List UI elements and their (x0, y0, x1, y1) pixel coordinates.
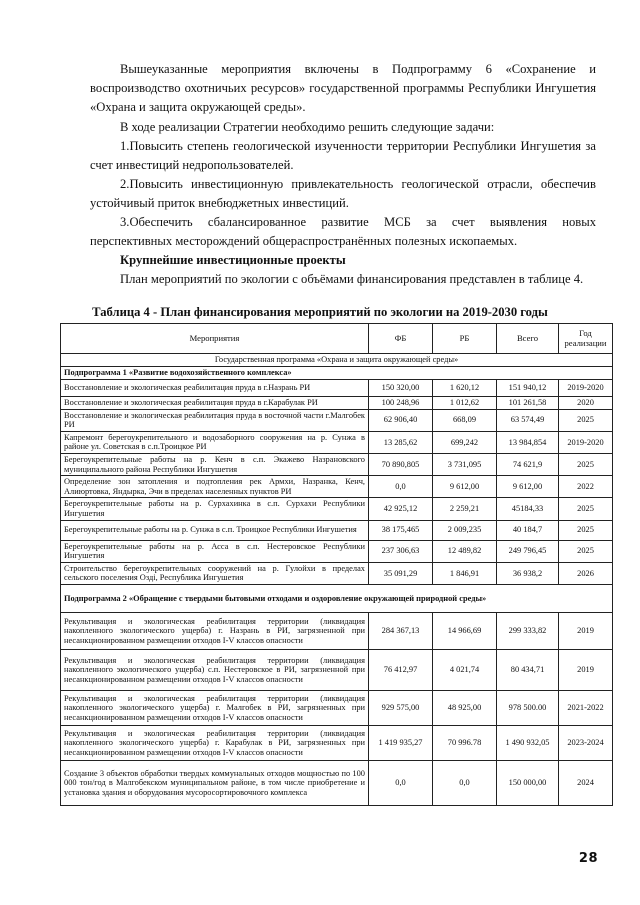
row-fb: 0,0 (369, 476, 433, 498)
row-year: 2026 (559, 562, 613, 584)
subprogram-1-title: Подпрограмма 1 «Развитие водохозяйственного комплекса» (61, 367, 613, 380)
row-fb: 42 925,12 (369, 498, 433, 520)
table-row (61, 760, 613, 805)
row-total: 40 184,7 (497, 520, 559, 540)
row-event: Определение зон затопления и подтопления рек Армхи, Назранка, Кенч, Алиюртовка, Яндырка, Эчи в пределах населенных пунктов РИ (61, 476, 369, 498)
row-event: Восстановление и экологическая реабилитация пруда в восточной части г.Малгобек РИ (61, 409, 369, 431)
row-fb: 62 906,40 (369, 409, 433, 431)
row-total: 249 796,45 (497, 540, 559, 562)
row-rb: 14 966,69 (433, 612, 497, 649)
row-year: 2019-2020 (559, 431, 613, 453)
row-event: Рекультивация и экологическая реабилитация территории (ликвидация накопленного экологического ущерба) г. Малгобек в РИ, загрязненных при несанкционированном размещении отходов I-V классов опасности (61, 690, 369, 725)
row-year: 2025 (559, 498, 613, 520)
row-event: Берегоукрепительные работы на р. Кенч в с.п. Экажево Назрановского муниципального района Республики Ингушетия (61, 453, 369, 475)
header-event: Мероприятия (61, 324, 369, 354)
row-year: 2019 (559, 612, 613, 649)
row-total: 151 940,12 (497, 379, 559, 396)
row-total: 36 938,2 (497, 562, 559, 584)
row-rb: 70 996.78 (433, 725, 497, 760)
row-total: 1 490 932,05 (497, 725, 559, 760)
row-fb: 929 575,00 (369, 690, 433, 725)
paragraph-table-intro: План мероприятий по экологии с объёмами финансирования представлен в таблице 4. (120, 272, 584, 286)
table-row (61, 498, 613, 520)
row-rb: 12 489,82 (433, 540, 497, 562)
row-year: 2025 (559, 540, 613, 562)
subprogram-1-row (61, 367, 613, 380)
table-row (61, 725, 613, 760)
row-event: Восстановление и экологическая реабилитация пруда в г.Назрань РИ (61, 379, 369, 396)
financing-table (60, 323, 613, 806)
row-total: 9 612,00 (497, 476, 559, 498)
row-event: Строительство берегоукрепительных сооружений на р. Гулойхи в пределах сельского поселения Оздi, Республика Ингушетия (61, 562, 369, 584)
row-rb: 1 846,91 (433, 562, 497, 584)
table-row (61, 396, 613, 409)
header-total: Всего (497, 324, 559, 354)
row-event: Восстановление и экологическая реабилитация пруда в г.Карабулак РИ (61, 396, 369, 409)
row-total: 74 621,9 (497, 453, 559, 475)
row-year: 2024 (559, 760, 613, 805)
row-fb: 1 419 935,27 (369, 725, 433, 760)
row-total: 13 984,854 (497, 431, 559, 453)
paragraph-task-2: 2.Повысить инвестиционную привлекательность геологической отрасли, обеспечив устойчивый приток внебюджетных инвестиций. (90, 177, 596, 211)
subprogram-2-row (61, 584, 613, 612)
row-total: 299 333,82 (497, 612, 559, 649)
table-row (61, 520, 613, 540)
row-total: 45184,33 (497, 498, 559, 520)
row-total: 101 261,58 (497, 396, 559, 409)
row-fb: 13 285,62 (369, 431, 433, 453)
row-total: 80 434,71 (497, 649, 559, 690)
row-rb: 4 021,74 (433, 649, 497, 690)
row-rb: 2 009,235 (433, 520, 497, 540)
row-event: Капремонт берегоукрепительного и водозаборного сооружения на р. Сунжа в районе ул. Советская в с.п.Троицкое РИ (61, 431, 369, 453)
page-number: 28 (578, 851, 598, 866)
row-rb: 9 612,00 (433, 476, 497, 498)
table-row (61, 476, 613, 498)
row-rb: 1 012,62 (433, 396, 497, 409)
row-rb: 699,242 (433, 431, 497, 453)
row-rb: 48 925,00 (433, 690, 497, 725)
row-fb: 150 320,00 (369, 379, 433, 396)
row-year: 2023-2024 (559, 725, 613, 760)
table-row (61, 612, 613, 649)
row-event: Создание 3 объектов обработки твердых коммунальных отходов мощностью по 100 000 тон/год в Малгобекском муниципальном районе, в том числе приобретение и установка здания и оборудования мусоросортировочного комплекса (61, 760, 369, 805)
row-fb: 76 412,97 (369, 649, 433, 690)
row-event: Берегоукрепительные работы на р. Асса в с.п. Нестеровское Республики Ингушетия (61, 540, 369, 562)
paragraph-task-3: 3.Обеспечить сбалансированное развитие МСБ за счет выявления новых перспективных месторождений общераспространённых полезных ископаемых. (90, 215, 596, 249)
row-event: Рекультивация и экологическая реабилитация территории (ликвидация накопленного экологического ущерба) г. Карабулак в РИ, загрязненных при несанкционированном размещении отходов I-V классов опасности (61, 725, 369, 760)
row-total: 150 000,00 (497, 760, 559, 805)
row-fb: 38 175,465 (369, 520, 433, 540)
row-rb: 668,09 (433, 409, 497, 431)
table-caption: Таблица 4 - План финансирования мероприятий по экологии на 2019-2030 годы (92, 305, 548, 319)
program-title: Государственная программа «Охрана и защита окружающей среды» (61, 354, 613, 367)
row-year: 2025 (559, 409, 613, 431)
row-year: 2025 (559, 520, 613, 540)
row-event: Берегоукрепительные работы на р. Сурхахинка в с.п. Сурхахи Республики Ингушетия (61, 498, 369, 520)
subprogram-2-title: Подпрограмма 2 «Обращение с твердыми бытовыми отходами и оздоровление окружающей природной среды» (61, 584, 613, 612)
paragraph-task-1: 1.Повысить степень геологической изученности территории Республики Ингушетия за счет инвестиций недропользователей. (90, 139, 596, 173)
row-event: Рекультивация и экологическая реабилитация территории (ликвидация накопленного экологического ущерба) г. Назрань в РИ, загрязненной при несанкционированном размещении отходов I-V классов опасности (61, 612, 369, 649)
table-row (61, 649, 613, 690)
table-row (61, 453, 613, 475)
row-year: 2022 (559, 476, 613, 498)
row-year: 2020 (559, 396, 613, 409)
header-fb: ФБ (369, 324, 433, 354)
row-event: Берегоукрепительные работы на р. Сунжа в с.п. Троицкое Республики Ингушетия (61, 520, 369, 540)
row-year: 2019 (559, 649, 613, 690)
row-year: 2025 (559, 453, 613, 475)
table-row (61, 409, 613, 431)
row-total: 978 500.00 (497, 690, 559, 725)
table-row (61, 690, 613, 725)
header-rb: РБ (433, 324, 497, 354)
row-fb: 70 890,805 (369, 453, 433, 475)
table-row (61, 562, 613, 584)
row-fb: 237 306,63 (369, 540, 433, 562)
row-event: Рекультивация и экологическая реабилитация территории (ликвидация накопленного экологического ущерба) с.п. Нестеровское в РИ, загрязненной при несанкционированном размещении отходов I-V классов опасности (61, 649, 369, 690)
row-rb: 2 259,21 (433, 498, 497, 520)
table-row (61, 540, 613, 562)
row-year: 2021-2022 (559, 690, 613, 725)
row-rb: 3 731,095 (433, 453, 497, 475)
program-row (61, 354, 613, 367)
row-rb: 0,0 (433, 760, 497, 805)
table-header-row (61, 324, 613, 354)
paragraph-tasks-intro: В ходе реализации Стратегии необходимо решить следующие задачи: (120, 120, 495, 134)
row-fb: 35 091,29 (369, 562, 433, 584)
section-heading: Крупнейшие инвестиционные проекты (120, 253, 346, 267)
row-fb: 284 367,13 (369, 612, 433, 649)
paragraph-programs: Вышеуказанные мероприятия включены в Подпрограмму 6 «Сохранение и воспроизводство охотничьих ресурсов» государственной программы Республики Ингушетия «Охрана и защита окружающей среды». (90, 62, 596, 115)
row-year: 2019-2020 (559, 379, 613, 396)
row-rb: 1 620,12 (433, 379, 497, 396)
header-year: Год реализации (559, 324, 613, 354)
table-row (61, 431, 613, 453)
row-total: 63 574,49 (497, 409, 559, 431)
row-fb: 0,0 (369, 760, 433, 805)
row-fb: 100 248,96 (369, 396, 433, 409)
table-row (61, 379, 613, 396)
